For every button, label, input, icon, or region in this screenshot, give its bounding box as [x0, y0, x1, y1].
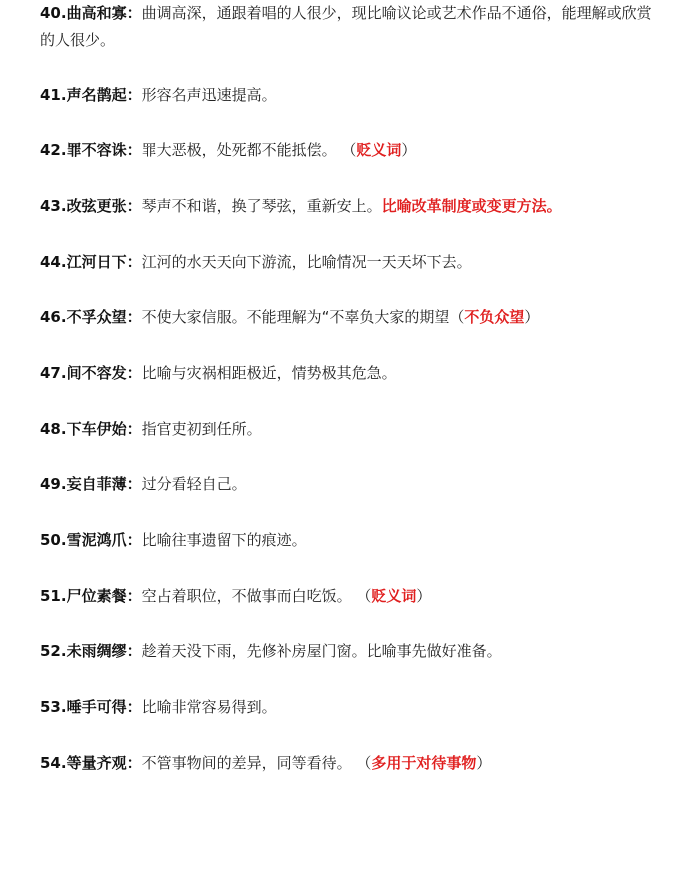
list-item: [40, 0, 660, 54]
idiom-definition: 琴声不和谐，换了琴弦，重新安上。: [141, 197, 382, 215]
idiom-definition: 指官吏初到任所。: [141, 420, 262, 438]
idiom-definition: 不管事物间的差异，同等看待。: [141, 754, 352, 772]
idiom-term: 42.罪不容诛：: [40, 141, 142, 159]
list-item: [40, 527, 660, 554]
idiom-term: 50.雪泥鸿爪：: [40, 531, 142, 549]
list-item: [40, 249, 660, 276]
idiom-definition: 曲调高深，通跟着唱的人很少，现比喻议论或艺术作品不通俗，能理解或欣赏的人很少。: [40, 4, 652, 49]
idiom-note: 多用于对待事物: [371, 754, 477, 772]
idiom-definition: 形容名声迅速提高。: [141, 86, 277, 104]
idiom-term: 41.声名鹊起：: [40, 86, 142, 104]
list-item: [40, 638, 660, 665]
idiom-term: 48.下车伊始：: [40, 420, 142, 438]
idiom-definition: 比喻非常容易得到。: [141, 698, 277, 716]
idiom-definition: 空占着职位，不做事而白吃饭。: [141, 587, 352, 605]
idiom-note: 不负众望: [464, 308, 525, 326]
idiom-definition: 过分看轻自己。: [141, 475, 247, 493]
note-open-paren: （: [449, 308, 465, 326]
idiom-definition: 比喻往事遗留下的痕迹。: [141, 531, 307, 549]
note-close-paren: ）: [416, 587, 432, 605]
idiom-definition: 罪大恶极，处死都不能抵偿。: [141, 141, 337, 159]
idiom-term: 52.未雨绸缪：: [40, 642, 142, 660]
idiom-term: 51.尸位素餐：: [40, 587, 142, 605]
list-item: [40, 694, 660, 721]
note-close-paren: ）: [476, 754, 492, 772]
idiom-term: 53.唾手可得：: [40, 698, 142, 716]
idiom-term: 47.间不容发：: [40, 364, 142, 382]
idiom-term: 49.妄自菲薄：: [40, 475, 142, 493]
idiom-term: 46.不孚众望：: [40, 308, 142, 326]
list-item: [40, 82, 660, 109]
list-item: [40, 583, 660, 610]
note-close-paren: ）: [401, 141, 417, 159]
note-open-paren: （: [356, 587, 372, 605]
idiom-note: 贬义词: [356, 141, 402, 159]
list-item: [40, 360, 660, 387]
note-open-paren: （: [341, 141, 357, 159]
list-item: [40, 416, 660, 443]
idiom-note: 比喻改革制度或变更方法。: [381, 197, 562, 215]
idiom-term: 43.改弦更张：: [40, 197, 142, 215]
idiom-note: 贬义词: [371, 587, 417, 605]
list-item: [40, 750, 660, 777]
list-item: [40, 193, 660, 220]
idiom-definition: 趁着天没下雨，先修补房屋门窗。比喻事先做好准备。: [141, 642, 502, 660]
idiom-definition: 江河的水天天向下游流，比喻情况一天天坏下去。: [141, 253, 472, 271]
idiom-term: 44.江河日下：: [40, 253, 142, 271]
idiom-definition: 比喻与灾祸相距极近，情势极其危急。: [141, 364, 397, 382]
note-close-paren: ）: [524, 308, 540, 326]
idiom-term: 40.曲高和寡：: [40, 4, 142, 22]
list-item: [40, 471, 660, 498]
idiom-definition: 不使大家信服。不能理解为“不辜负大家的期望: [141, 308, 450, 326]
idiom-term: 54.等量齐观：: [40, 754, 142, 772]
list-item: [40, 137, 660, 164]
note-open-paren: （: [356, 754, 372, 772]
list-item: [40, 304, 660, 331]
